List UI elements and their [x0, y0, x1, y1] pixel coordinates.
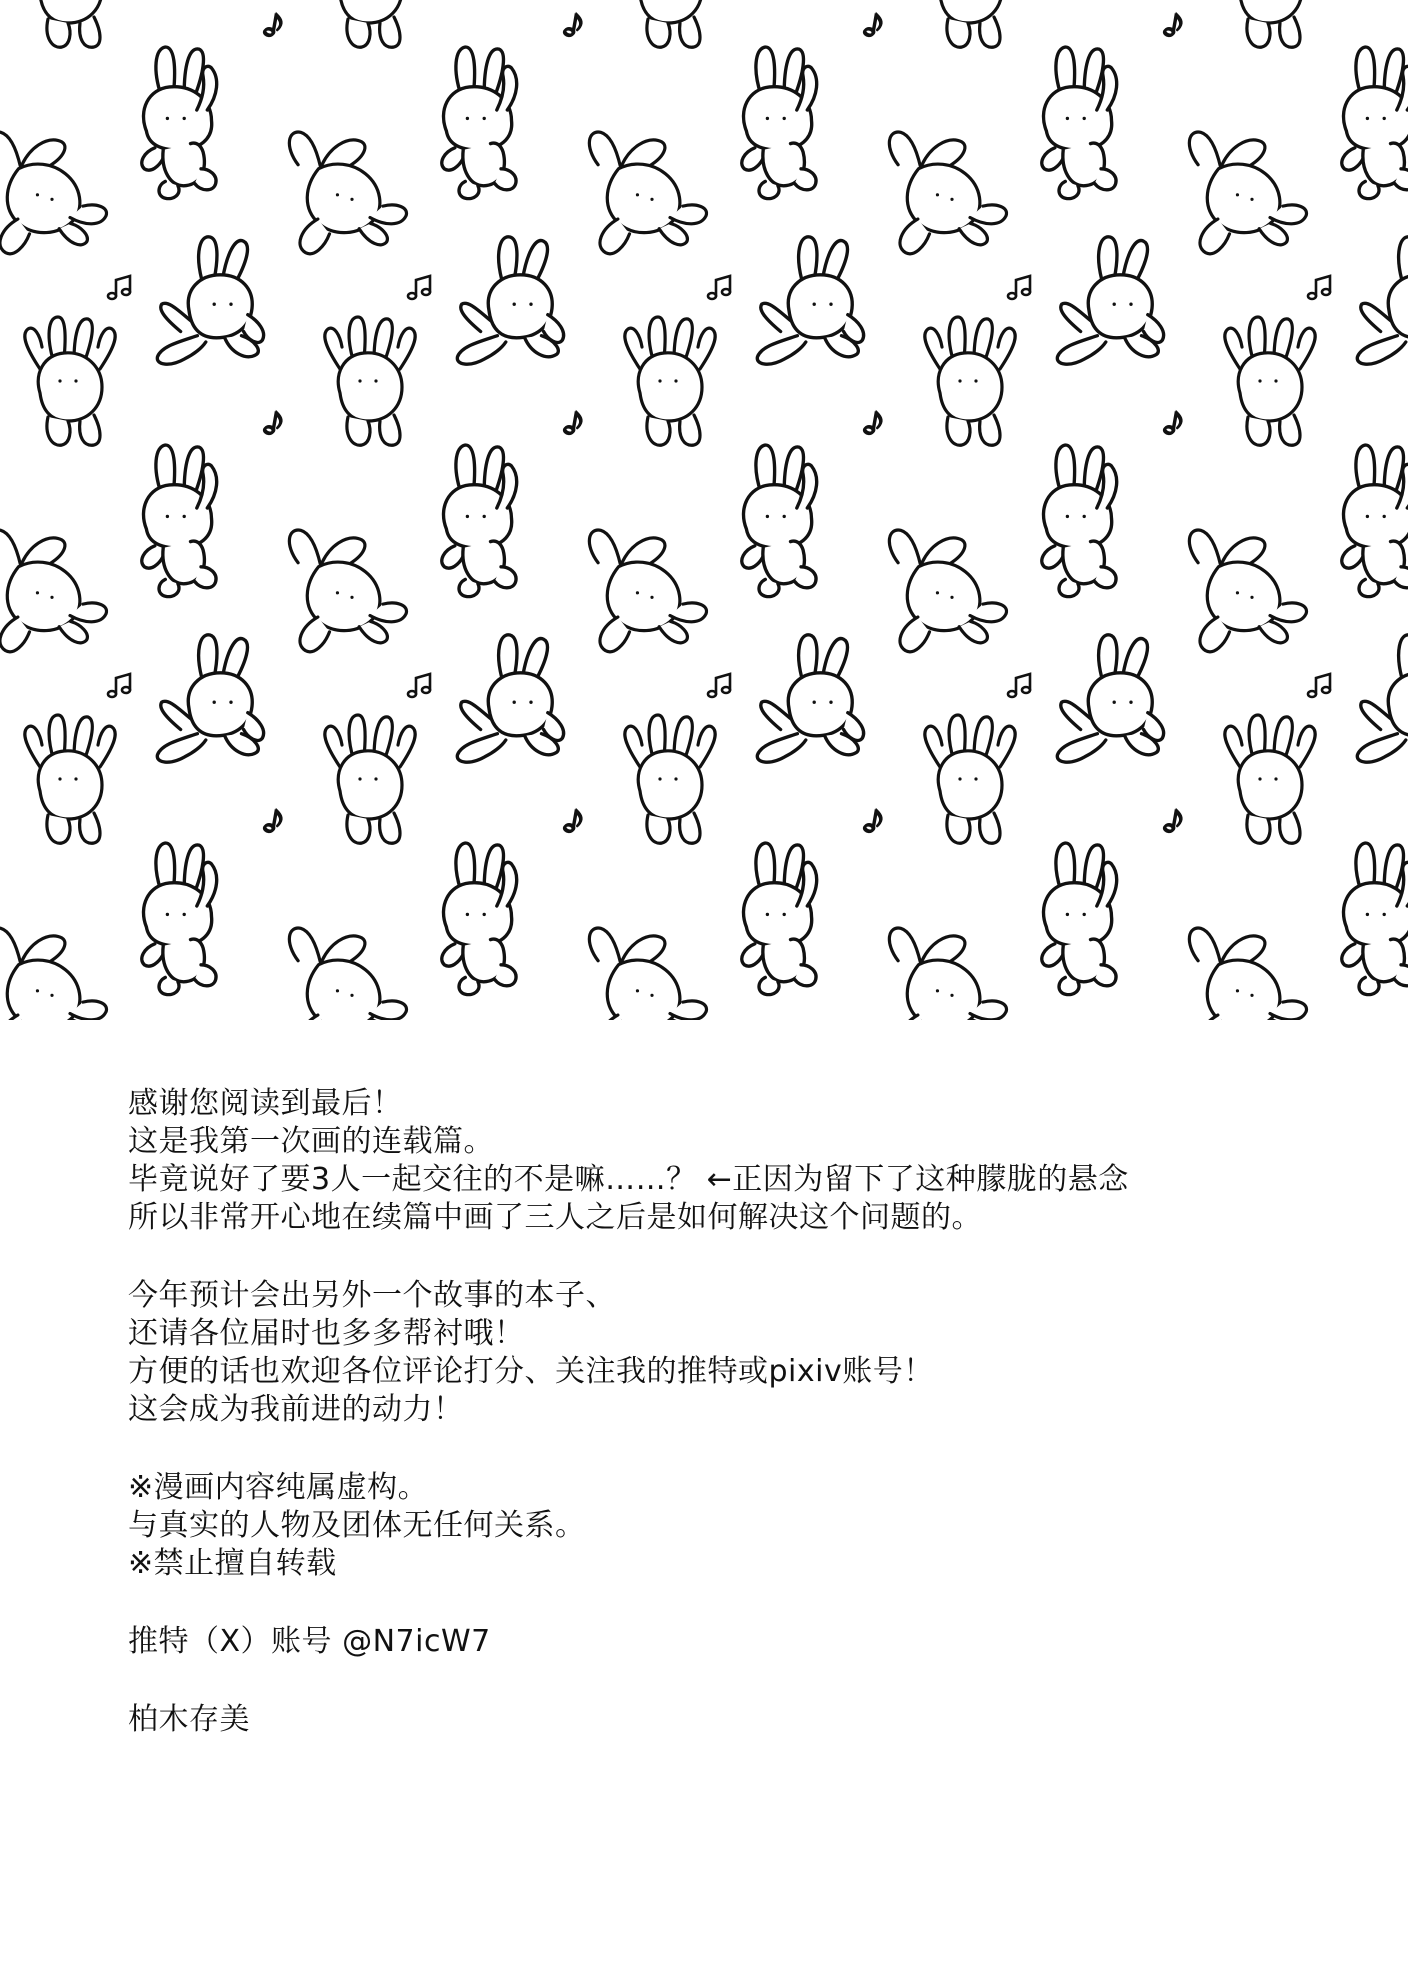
music-note-icon	[564, 810, 582, 833]
text-line: 感谢您阅读到最后！	[128, 1086, 403, 1121]
rabbit-icon	[442, 843, 517, 995]
rabbit-icon	[1342, 47, 1408, 199]
text-line: 所以非常开心地在续篇中画了三人之后是如何解决这个问题的。	[128, 1200, 982, 1235]
text-line: 毕竟说好了要3人一起交往的不是嘛……？ ←正因为留下了这种朦胧的悬念	[128, 1162, 1129, 1197]
music-note-icon	[708, 276, 730, 299]
rabbit-icon	[625, 0, 715, 47]
text-line: 还请各位届时也多多帮衬哦！	[128, 1316, 525, 1351]
music-note-icon	[408, 276, 430, 299]
music-note-icon	[1164, 810, 1182, 833]
music-note-icon	[108, 674, 130, 697]
rabbit-icon	[288, 918, 410, 1020]
music-note-icon	[1308, 276, 1330, 299]
music-note-icon	[864, 412, 882, 435]
rabbit-icon	[888, 918, 1010, 1020]
author-name: 柏木存美	[128, 1702, 250, 1737]
rabbit-icon	[1188, 520, 1310, 653]
twitter-account-line: 推特（X）账号 @N7icW7	[128, 1624, 491, 1659]
rabbit-icon	[0, 122, 110, 255]
plans-paragraph	[128, 1277, 1328, 1429]
rabbit-icon	[442, 445, 517, 597]
rabbit-icon	[1342, 843, 1408, 995]
music-note-icon	[264, 810, 282, 833]
music-note-icon	[1164, 412, 1182, 435]
music-note-icon	[264, 412, 282, 435]
rabbit-icon	[925, 715, 1015, 843]
text-line: ※漫画内容纯属虚构。	[128, 1470, 429, 1505]
rabbit-icon	[1057, 635, 1163, 762]
afterword-text	[128, 1085, 1328, 1779]
music-note-icon	[708, 674, 730, 697]
music-note-icon	[1308, 674, 1330, 697]
rabbit-icon	[142, 47, 217, 199]
rabbit-icon	[742, 843, 817, 995]
rabbit-icon	[888, 520, 1010, 653]
rabbit-icon	[1225, 0, 1315, 47]
rabbit-icon	[757, 635, 863, 762]
rabbit-icon	[588, 122, 710, 255]
rabbit-icon	[325, 317, 415, 445]
music-note-icon	[1008, 276, 1030, 299]
music-note-icon	[564, 412, 582, 435]
rabbit-icon	[157, 237, 263, 364]
disclaimer-paragraph	[128, 1469, 1328, 1583]
rabbit-icon	[25, 715, 115, 843]
rabbit-icon	[1357, 237, 1408, 364]
rabbit-icon	[1188, 918, 1310, 1020]
rabbit-icon	[925, 317, 1015, 445]
music-note-icon	[264, 14, 282, 37]
rabbit-icon	[1225, 715, 1315, 843]
rabbit-icon	[142, 843, 217, 995]
rabbit-icon	[1225, 317, 1315, 445]
rabbit-icon	[1188, 122, 1310, 255]
rabbit-icon	[442, 47, 517, 199]
rabbit-icon	[0, 918, 110, 1020]
music-note-icon	[564, 14, 582, 37]
rabbit-icon	[157, 635, 263, 762]
rabbit-icon	[742, 47, 817, 199]
author-signature-paragraph	[128, 1701, 1328, 1739]
rabbit-icon	[288, 520, 410, 653]
music-note-icon	[864, 810, 882, 833]
rabbit-icon	[1057, 237, 1163, 364]
rabbit-icon	[142, 445, 217, 597]
rabbit-icon	[888, 122, 1010, 255]
text-line: 这会成为我前进的动力！	[128, 1392, 464, 1427]
rabbit-icon	[457, 237, 563, 364]
rabbit-icon	[757, 237, 863, 364]
rabbit-icon	[625, 317, 715, 445]
rabbit-icon	[457, 635, 563, 762]
rabbit-icon	[1042, 445, 1117, 597]
rabbit-icon	[1357, 635, 1408, 762]
twitter-account-paragraph	[128, 1623, 1328, 1661]
rabbit-icon	[25, 317, 115, 445]
music-note-icon	[864, 14, 882, 37]
music-note-icon	[1164, 14, 1182, 37]
thanks-paragraph	[128, 1085, 1328, 1237]
rabbit-icon	[25, 0, 115, 47]
rabbit-icon	[1342, 445, 1408, 597]
rabbit-icon	[1042, 843, 1117, 995]
text-line: 方便的话也欢迎各位评论打分、关注我的推特或pixiv账号！	[128, 1354, 934, 1389]
rabbit-icon	[288, 122, 410, 255]
rabbit-icon	[742, 445, 817, 597]
rabbit-icon	[588, 918, 710, 1020]
text-line: 今年预计会出另外一个故事的本子、	[128, 1278, 616, 1313]
rabbit-icon	[0, 520, 110, 653]
music-note-icon	[108, 276, 130, 299]
text-line: 与真实的人物及团体无任何关系。	[128, 1508, 586, 1543]
text-line: ※禁止擅自转载	[128, 1546, 337, 1581]
rabbit-icon	[325, 0, 415, 47]
music-note-icon	[408, 674, 430, 697]
rabbit-icon	[588, 520, 710, 653]
rabbit-icon	[1042, 47, 1117, 199]
text-line: 这是我第一次画的连载篇。	[128, 1124, 494, 1159]
rabbit-icon	[325, 715, 415, 843]
music-note-icon	[1008, 674, 1030, 697]
rabbit-icon	[625, 715, 715, 843]
rabbit-icon	[925, 0, 1015, 47]
